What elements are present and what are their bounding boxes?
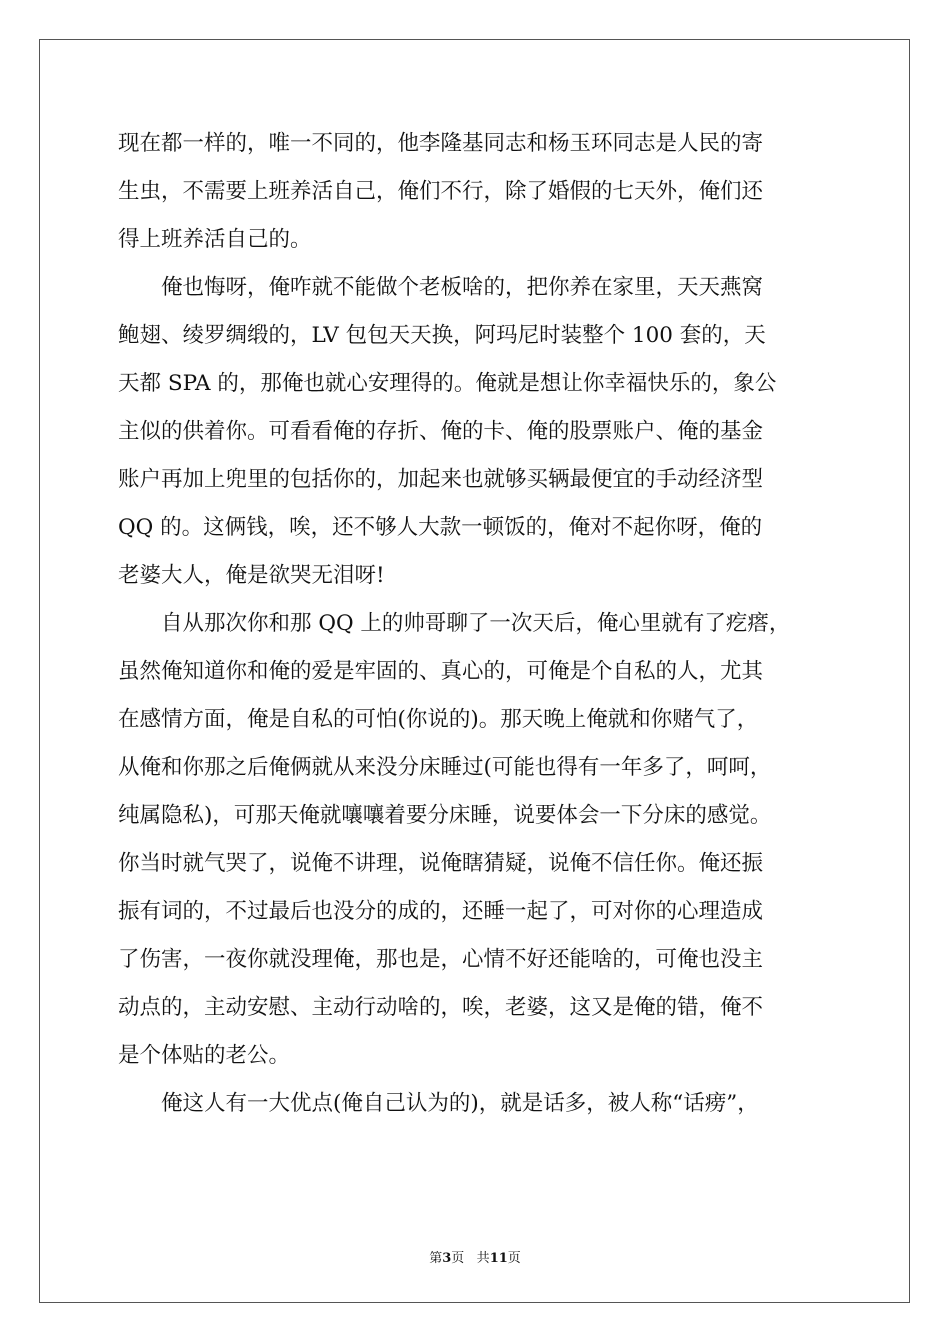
footer-total-suffix: 页 [507, 1251, 521, 1266]
text-line: 现在都一样的，唯一不同的，他李隆基同志和杨玉环同志是人民的寄 [118, 131, 764, 156]
text-line: 在感情方面，俺是自私的可怕(你说的)。那天晚上俺就和你赌气了， [118, 707, 759, 732]
text-line: 账户再加上兜里的包括你的，加起来也就够买辆最便宜的手动经济型 [118, 467, 764, 492]
text-line: 纯属隐私)，可那天俺就嚷嚷着要分床睡，说要体会一下分床的感觉。 [118, 803, 772, 828]
text-line: 虽然俺知道你和俺的爱是牢固的、真心的，可俺是个自私的人，尤其 [118, 659, 764, 684]
text-line: 生虫，不需要上班养活自己，俺们不行，除了婚假的七天外，俺们还 [118, 179, 764, 204]
text-line: 老婆大人，俺是欲哭无泪呀! [118, 563, 385, 588]
text-line: 你当时就气哭了，说俺不讲理，说俺瞎猜疑，说俺不信任你。俺还振 [118, 851, 764, 876]
text-line: 得上班养活自己的。 [118, 227, 312, 252]
total-pages-number: 11 [489, 1251, 508, 1266]
footer-total-prefix: 共 [476, 1251, 490, 1266]
text-line: 是个体贴的老公。 [118, 1043, 291, 1068]
text-line: 自从那次你和那 QQ 上的帅哥聊了一次天后，俺心里就有了疙瘩， [118, 611, 791, 636]
text-line: 主似的供着你。可看看俺的存折、俺的卡、俺的股票账户、俺的基金 [118, 419, 764, 444]
text-line: 鲍翅、绫罗绸缎的，LV 包包天天换，阿玛尼时装整个 100 套的，天 [118, 323, 766, 348]
text-line: 俺这人有一大优点(俺自己认为的)，就是话多，被人称“话痨”， [118, 1091, 759, 1116]
text-line: 俺也悔呀，俺咋就不能做个老板啥的，把你养在家里，天天燕窝 [118, 275, 764, 300]
text-line: 从俺和你那之后俺俩就从来没分床睡过(可能也得有一年多了，呵呵， [118, 755, 772, 780]
text-line: 振有词的，不过最后也没分的成的，还睡一起了，可对你的心理造成 [118, 899, 764, 924]
text-line: 天都 SPA 的，那俺也就心安理得的。俺就是想让你幸福快乐的，象公 [118, 371, 777, 396]
footer-prefix: 第 [429, 1251, 443, 1266]
page-footer [0, 1247, 950, 1266]
current-page-number: 3 [442, 1251, 452, 1266]
text-line: 动点的，主动安慰、主动行动啥的，唉，老婆，这又是俺的错，俺不 [118, 995, 764, 1020]
footer-page-suffix: 页 [451, 1251, 465, 1266]
text-line: QQ 的。这俩钱，唉，还不够人大款一顿饭的，俺对不起你呀，俺的 [118, 515, 763, 540]
text-line: 了伤害，一夜你就没理俺，那也是，心情不好还能啥的，可俺也没主 [118, 947, 764, 972]
